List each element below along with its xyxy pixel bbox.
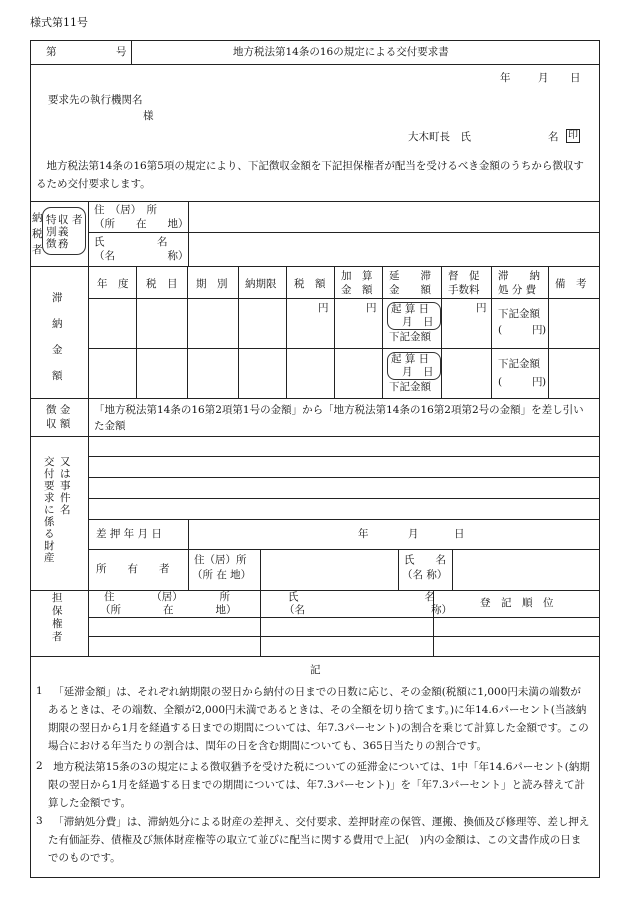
col-tax-item: 税 目 [146, 278, 178, 290]
col-deadline: 納期限 [245, 278, 277, 290]
reminder-fee-unit: 円 [476, 302, 487, 314]
collection-text: 「地方税法第14条の16第2項第1号の金額」から「地方税法第14条の16第2項第2号の金額」を差し引いた金額 [94, 404, 584, 433]
taxpayer-label-tail: 者 [72, 214, 83, 226]
disposition-below-1: 下記金額 [498, 308, 540, 320]
owner-name-label: 氏 名 [404, 554, 446, 566]
col-additional-2: 金 額 [341, 284, 373, 296]
disposition-below-2: 下記金額 [498, 358, 540, 370]
col-remarks: 備 考 [555, 278, 587, 290]
disposition-paren-close-1: ) [542, 324, 547, 336]
seizure-date-label: 差 押 年 月 日 [96, 528, 162, 540]
issuer-name: 大木町長 氏 [408, 131, 471, 143]
property-side-3: 事 [60, 480, 71, 492]
month-day-1: 月 日 [402, 316, 434, 328]
security-label-4: 者 [52, 631, 63, 643]
arrears-label-2: 納 [52, 318, 63, 330]
security-name-1: 氏 名 [288, 591, 435, 603]
col-reminder-2: 手数料 [448, 284, 480, 296]
property-label-2: 付 [44, 468, 55, 480]
taxpayer-name-label: 氏 名 [94, 236, 168, 248]
notes-heading: 記 [310, 664, 321, 676]
number-suffix: 号 [116, 46, 127, 58]
below-amount-label-2: 下記金額 [389, 381, 431, 393]
property-label-8: 財 [44, 540, 55, 552]
taxpayer-label-right-3: 務 [58, 238, 69, 250]
date-day: 日 [570, 72, 581, 84]
start-date-label-1: 起 算 日 [391, 303, 430, 315]
security-label-3: 権 [52, 618, 63, 630]
disposition-yen-1: 円 [532, 324, 543, 336]
taxpayer-name-sub: （名 称） [94, 250, 189, 262]
property-label-9: 産 [44, 552, 55, 564]
property-label-1: 交 [44, 456, 55, 468]
property-label-6: 係 [44, 516, 55, 528]
property-side-2: は [60, 468, 71, 480]
col-delinquency-2: 金 額 [389, 284, 431, 296]
property-label-5: に [44, 504, 55, 516]
date-month: 月 [538, 72, 549, 84]
security-address-2: （所 在 地） [100, 604, 237, 616]
col-reminder-1: 督 促 [448, 270, 480, 282]
below-amount-label-1: 下記金額 [389, 331, 431, 343]
taxpayer-label-left-2: 税 [32, 228, 43, 240]
col-period: 期 別 [196, 278, 228, 290]
taxpayer-label-mid-1: 特 [46, 214, 57, 226]
seizure-month: 月 [408, 528, 419, 540]
taxpayer-label-mid-3: 徴 [46, 238, 57, 250]
disposition-paren-open-2: ( [498, 376, 503, 388]
col-disposition-1: 滞 納 [498, 270, 540, 282]
arrears-label-1: 滞 [52, 292, 63, 304]
addressee-suffix: 様 [143, 110, 154, 122]
owner-name-sub: （名 称） [402, 569, 448, 581]
arrears-label-4: 額 [52, 370, 63, 382]
number-label: 第 [46, 46, 57, 58]
owner-address-sub: （所 在 地） [192, 569, 252, 581]
disposition-paren-close-2: ) [542, 376, 547, 388]
taxpayer-label-right-2: 義 [58, 226, 69, 238]
date-year: 年 [500, 72, 511, 84]
security-label-2: 保 [52, 605, 63, 617]
taxpayer-address-sub: （所 在 地） [94, 218, 189, 230]
property-side-4: 件 [60, 492, 71, 504]
security-rank: 登 記 順 位 [480, 597, 554, 609]
note-2-text: 地方税法第15条の3の規定による徴収猶予を受けた税についての延滞金については、1中「年14.6パーセント(納期限の翌日から1月を経過する日までの期間については、年7.3パーセント)」を「年7.3パーセント」と読み替えて計算した金額です。 [48, 761, 590, 810]
note-3-number: 3 [36, 815, 43, 827]
property-label-7: る [44, 528, 55, 540]
collection-label-2: 収 額 [46, 418, 71, 430]
taxpayer-label-left-1: 納 [32, 212, 43, 224]
col-disposition-2: 処 分 費 [498, 284, 537, 296]
property-side-5: 名 [60, 504, 71, 516]
note-2-number: 2 [36, 760, 43, 772]
seizure-year: 年 [358, 528, 369, 540]
owner-address-label: 住（居）所 [194, 554, 247, 566]
col-tax-amount: 税 額 [294, 278, 326, 290]
note-1-text: 「延滞金額」は、それぞれ納期限の翌日から納付の日までの日数に応じ、その金額(税額に1,000円未満の端数があるときは、その端数、全額が2,000円未満であるときは、その全額を切り捨てます。)に年14.6パーセント(当該納期限の翌日から1月を経過する日までの期間については、年7.3パーセント)の割合を乗じて計算した金額です。この場合における年当たりの割合は、閏年の日を含む期間についても、365日当たりの割合です。 [48, 686, 589, 753]
taxpayer-label-left-3: 者 [32, 244, 43, 256]
property-label-4: 求 [44, 492, 55, 504]
col-delinquency-1: 延 滞 [389, 270, 431, 282]
addressee-label: 要求先の執行機関名 [48, 94, 143, 106]
disposition-yen-2: 円 [532, 376, 543, 388]
security-name-2: （名 称） [284, 604, 452, 616]
property-label-3: 要 [44, 480, 55, 492]
taxpayer-label-right-1: 収 [58, 214, 69, 226]
document-title: 地方税法第14条の16の規定による交付要求書 [233, 46, 449, 58]
taxpayer-address-label: 住 （居） 所 [94, 204, 157, 216]
col-additional-1: 加 算 [341, 270, 373, 282]
security-label-1: 担 [52, 592, 63, 604]
note-3-text: 「滞納処分費」は、滞納処分による財産の差押え、交付要求、差押財産の保管、運搬、換価及び修理等、差し押えた有価証券、債権及び無体財産権等の取立て並びに配当に関する費用で上記( )内の金額は、この文書作成の日までのものです。 [48, 816, 590, 865]
note-1-number: 1 [36, 685, 43, 697]
tax-amount-unit: 円 [318, 302, 329, 314]
seal-mark: 印 [568, 130, 578, 141]
owner-label: 所 有 者 [96, 563, 170, 575]
start-date-label-2: 起 算 日 [391, 353, 430, 365]
col-year: 年 度 [97, 278, 129, 290]
intro-text: 地方税法第14条の16第5項の規定により、下記徴収金額を下記担保権者が配当を受けるべき金額のうちから徴収するため交付要求します。 [36, 160, 584, 191]
arrears-label-3: 金 [52, 344, 63, 356]
taxpayer-label-mid-2: 別 [46, 226, 57, 238]
seizure-day: 日 [454, 528, 465, 540]
additional-amount-unit: 円 [366, 302, 377, 314]
collection-label-1: 徴 金 [46, 404, 71, 416]
form-number: 様式第11号 [30, 16, 88, 29]
property-side-1: 又 [60, 456, 71, 468]
month-day-2: 月 日 [402, 366, 434, 378]
security-address-1: 住 （居） 所 [104, 591, 230, 603]
disposition-paren-open-1: ( [498, 324, 503, 336]
issuer-name-suffix: 名 [548, 131, 559, 143]
